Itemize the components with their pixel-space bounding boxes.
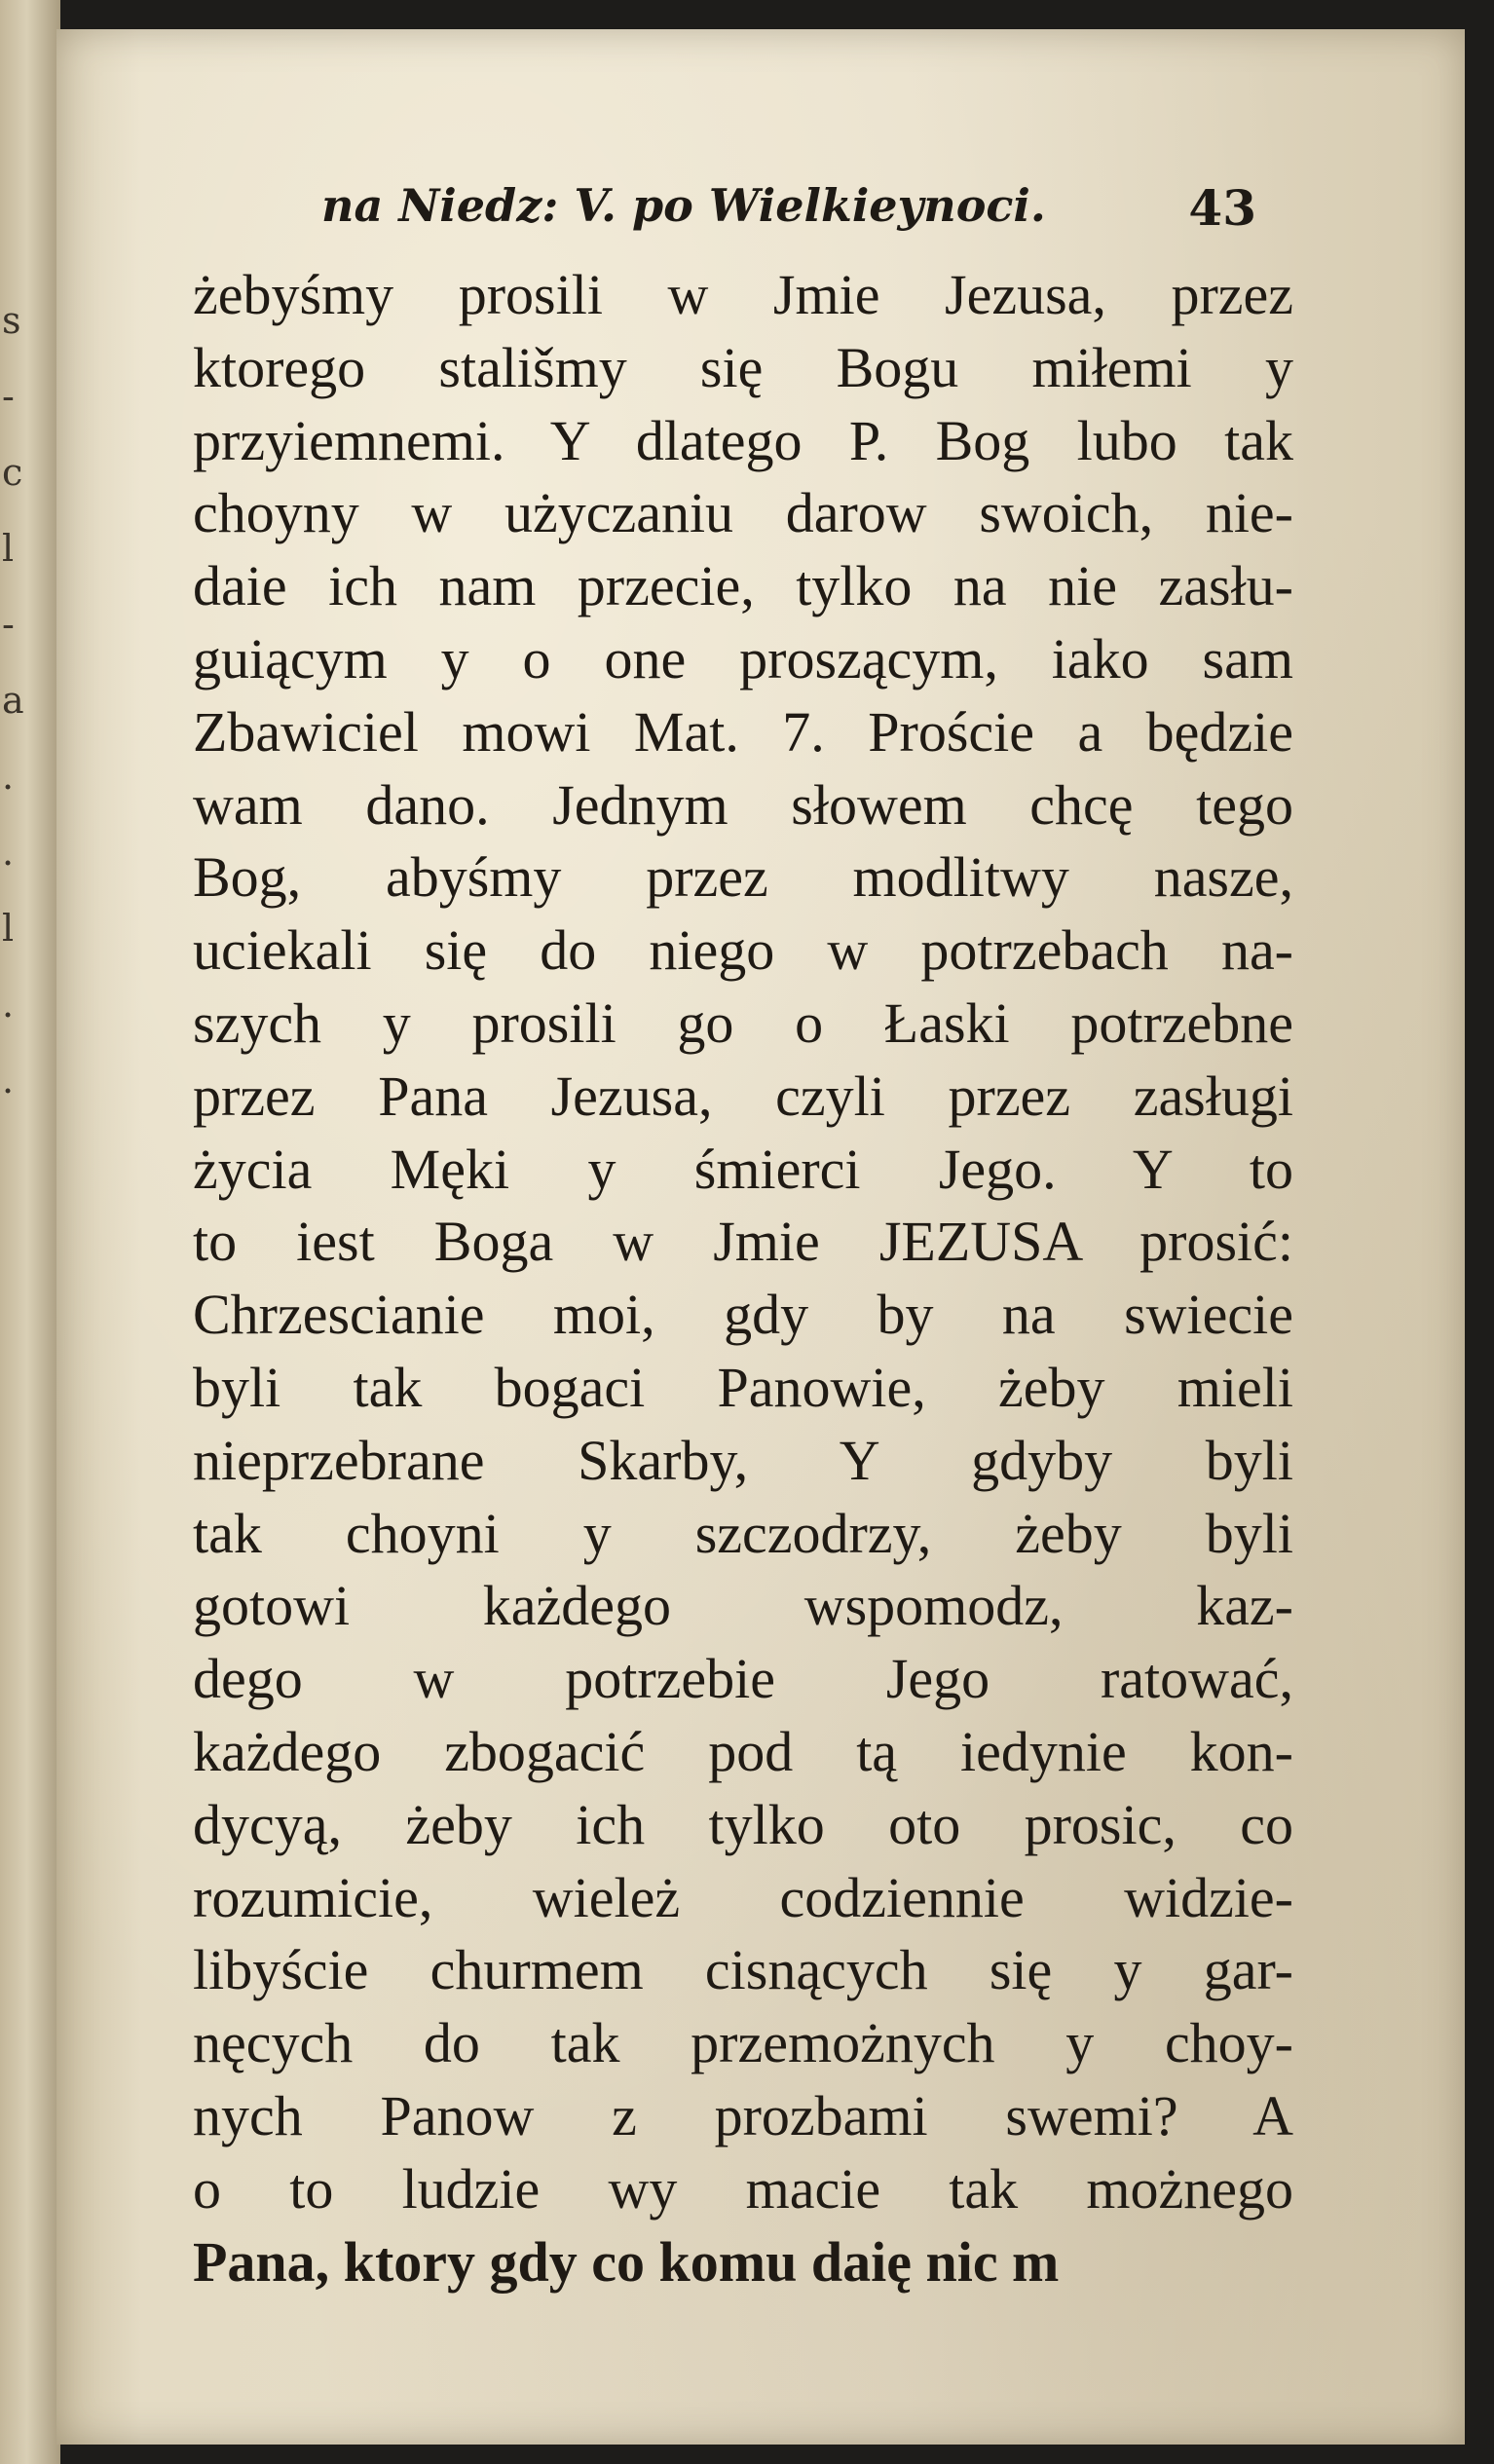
text-line: ktorego stališmy się Bogu miłemi y [193,335,1293,399]
margin-fragment: - [2,375,15,418]
text-line: to iest Boga w Jmie JEZUSA prosić: [193,1210,1293,1274]
running-head [321,179,1256,247]
text-line: nych Panow z prozbami swemi? A [193,2083,1293,2147]
text-line: życia Męki y śmierci Jego. Y to [193,1137,1293,1201]
margin-fragment: l [2,907,15,950]
text-line: Bog, abyśmy przez modlitwy nasze, [193,845,1293,910]
margin-fragment: . [2,1059,15,1101]
text-line: nęcych do tak przemożnych y choy- [193,2011,1293,2075]
text-line: żebyśmy prosili w Jmie Jezusa, przez [193,263,1293,326]
text-line: Zbawiciel mowi Mat. 7. Proście a będzie [193,699,1293,764]
text-line: każdego zbogacić pod tą iedynie kon- [193,1719,1293,1783]
text-line: Chrzescianie moi, gdy by na swiecie [193,1283,1293,1347]
margin-fragment: - [2,603,15,646]
margin-fragment: s [2,299,21,342]
body-text [193,259,1293,2298]
margin-fragment: a [2,679,24,722]
text-line: gotowi każdego wspomodz, kaz- [193,1574,1293,1638]
text-line: wam dano. Jednym słowem chcę tego [193,772,1293,837]
text-line: rozumicie, wieleż codziennie widzie- [193,1865,1293,1929]
text-line: dego w potrzebie Jego ratować, [193,1647,1293,1711]
text-line: przez Pana Jezusa, czyli przez zasługi [193,1064,1293,1128]
margin-fragment: c [2,451,23,494]
page-number: 43 [1188,179,1256,237]
margin-fragment: . [2,831,15,874]
margin-fragment: l [2,527,15,570]
text-line: przyiemnemi. Y dlatego P. Bog lubo tak [193,408,1293,472]
margin-fragment: . [2,983,15,1026]
text-line: byli tak bogaci Panowie, żeby mieli [193,1355,1293,1419]
text-line: szych y prosili go o Łaski potrzebne [193,990,1293,1055]
text-line: guiącym y o one proszącym, iako sam [193,626,1293,691]
text-line: o to ludzie wy macie tak możnego [193,2156,1293,2221]
running-head-title: na Niedz: V. po Wielkieynoci. [321,179,1046,232]
text-line: uciekali się do niego w potrzebach na- [193,918,1293,983]
previous-page-fragments [2,282,31,1118]
text-line: daie ich nam przecie, tylko na nie zasłu- [193,554,1293,618]
text-line: tak choyni y szczodrzy, żeby byli [193,1501,1293,1565]
text-line: libyście churmem cisnących się y gar- [193,1938,1293,2002]
book-page [56,29,1465,2445]
margin-fragment: . [2,755,15,798]
text-line: Pana, ktory gdy co komu daię nic m [193,2229,1060,2294]
text-line: dycyą, żeby ich tylko oto prosic, co [193,1792,1293,1856]
text-line: choyny w użyczaniu darow swoich, nie- [193,481,1293,545]
text-line: nieprzebrane Skarby, Y gdyby byli [193,1428,1293,1492]
